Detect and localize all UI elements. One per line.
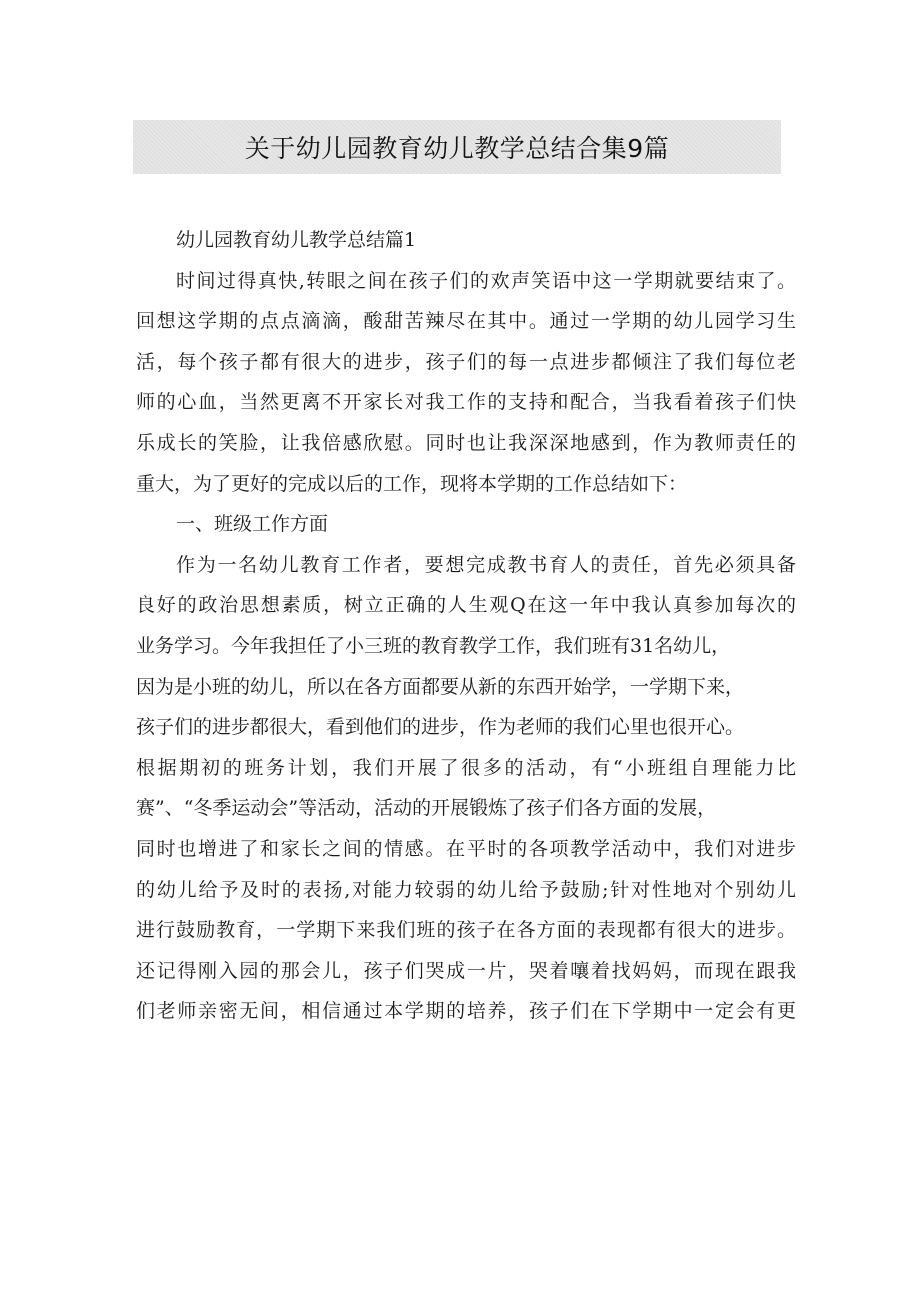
paragraph-line: 们老师亲密无间，相信通过本学期的培养，孩子们在下学期中一定会有更: [136, 1000, 796, 1023]
paragraph-line: 同时也增进了和家长之间的情感。在平时的各项教学活动中，我们对进步: [136, 837, 796, 860]
paragraph-line: 活，每个孩子都有很大的进步，孩子们的每一点进步都倾注了我们每位老: [136, 350, 796, 373]
paragraph-line: 时间过得真快,转眼之间在孩子们的欢声笑语中这一学期就要结束了。: [176, 269, 796, 292]
paragraph-line: 师的心血，当然更离不开家长对我工作的支持和配合，当我看着孩子们快: [136, 391, 796, 414]
paragraph-line: 乐成长的笑脸，让我倍感欣慰。同时也让我深深地感到，作为教师责任的: [136, 431, 796, 454]
paragraph-line: 进行鼓励教育，一学期下来我们班的孩子在各方面的表现都有很大的进步。: [136, 919, 796, 942]
paragraph-line: 孩子们的进步都很大，看到他们的进步，作为老师的我们心里也很开心。: [136, 716, 745, 739]
paragraph-line: 业务学习。今年我担任了小三班的教育教学工作，我们班有31名幼儿，: [136, 634, 731, 657]
paragraph-line: 因为是小班的幼儿，所以在各方面都要从新的东西开始学，一学期下来，: [136, 675, 745, 698]
paragraph-line: 还记得刚入园的那会儿，孩子们哭成一片，哭着嚷着找妈妈，而现在跟我: [136, 959, 796, 982]
paragraph-line: 作为一名幼儿教育工作者，要想完成教书育人的责任，首先必须具备: [176, 553, 796, 576]
paragraph-line: 根据期初的班务计划，我们开展了很多的活动，有“小班组自理能力比: [136, 756, 796, 779]
paragraph-line: 回想这学期的点点滴滴，酸甜苦辣尽在其中。通过一学期的幼儿园学习生: [136, 310, 796, 333]
paragraph-line: 的幼儿给予及时的表扬,对能力较弱的幼儿给予鼓励;针对性地对个别幼儿: [136, 878, 796, 901]
document-title: 关于幼儿园教育幼儿教学总结合集9篇: [244, 134, 670, 163]
document-body: [136, 220, 796, 1032]
paragraph-line: 赛”、“冬季运动会”等活动，活动的开展锻炼了孩子们各方面的发展，: [136, 797, 717, 820]
section-heading: 一、班级工作方面: [176, 513, 329, 536]
paragraph-line: 良好的政治思想素质，树立正确的人生观Q在这一年中我认真参加每次的: [136, 594, 796, 617]
section-heading: 幼儿园教育幼儿教学总结篇1: [176, 229, 417, 251]
title-banner: [133, 120, 781, 174]
paragraph-line: 重大，为了更好的完成以后的工作，现将本学期的工作总结如下：: [136, 472, 688, 495]
